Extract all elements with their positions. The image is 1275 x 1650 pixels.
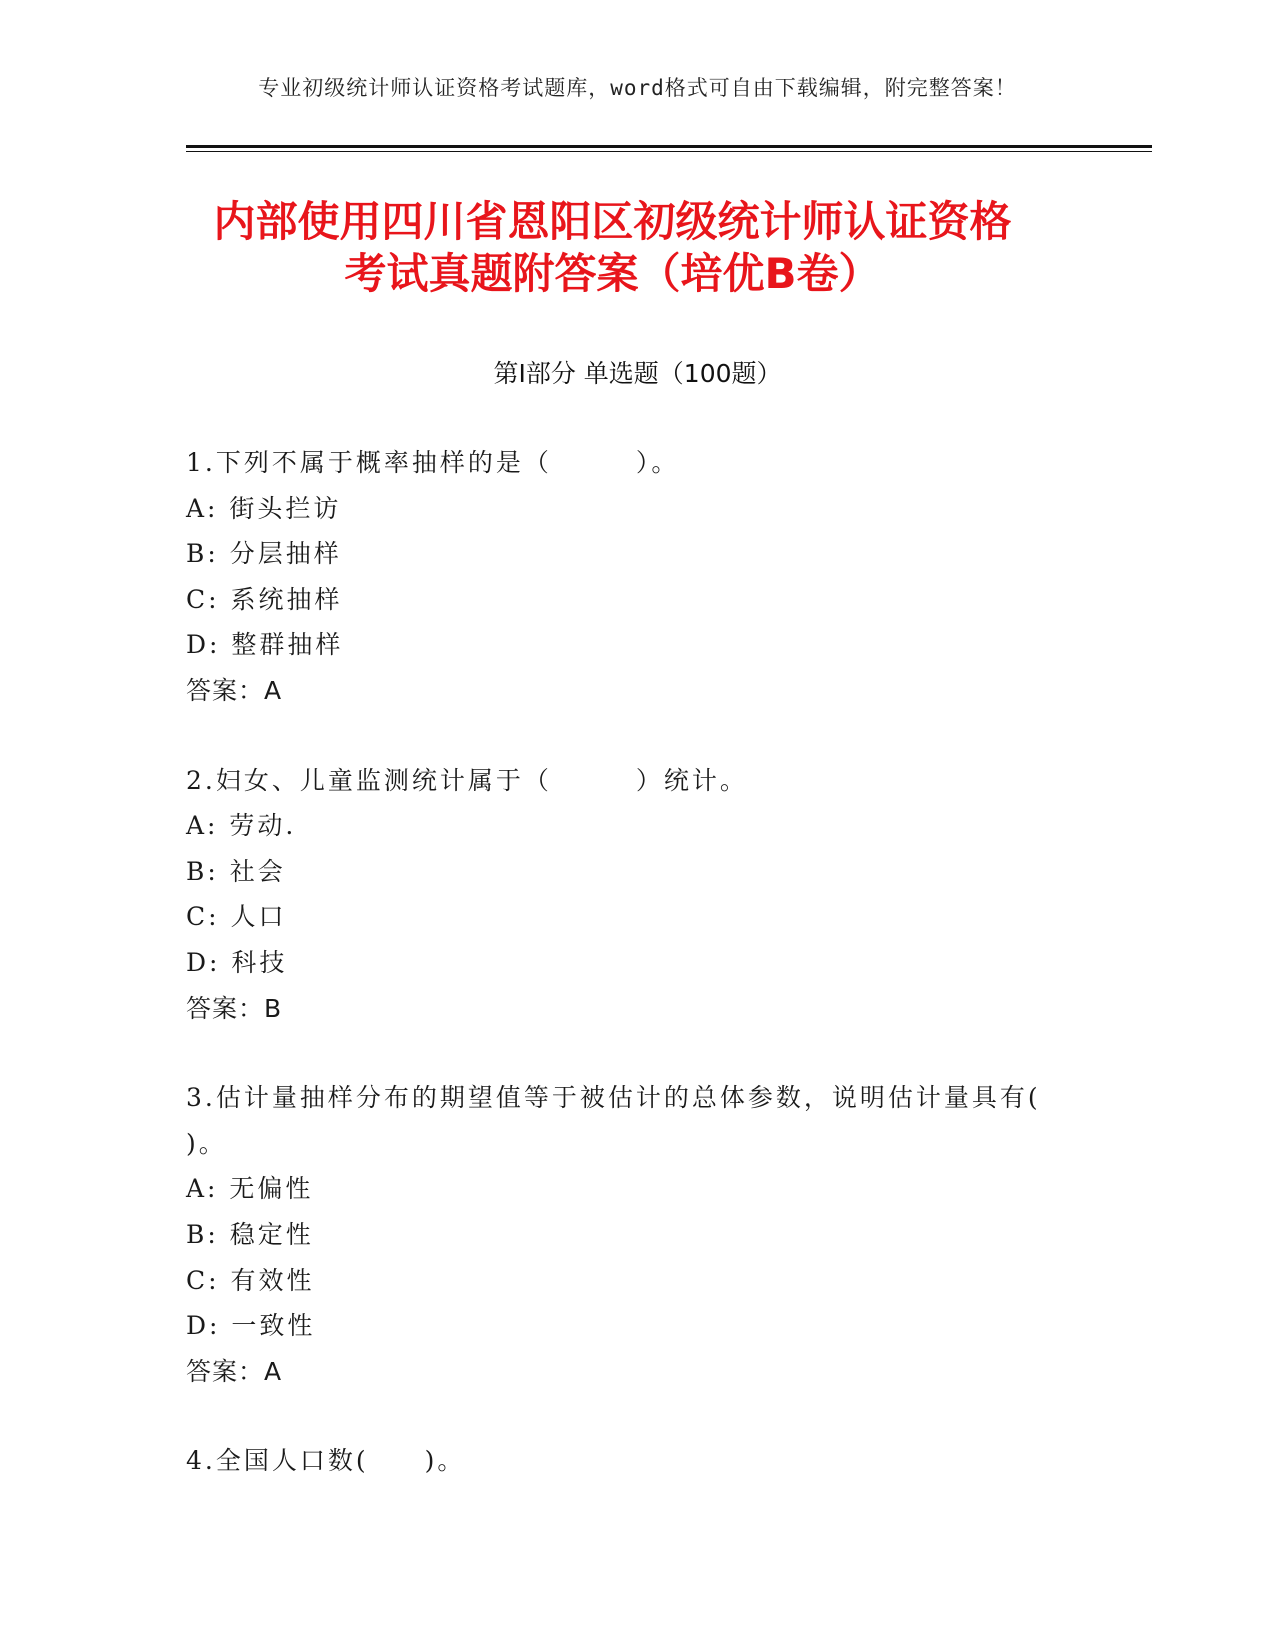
option-c: C: 有效性 xyxy=(186,1265,315,1295)
document-title-line-2: 考试真题附答案（培优B卷） xyxy=(344,249,881,298)
option-b: B: 社会 xyxy=(186,856,286,886)
option-a: A: 街头拦访 xyxy=(186,493,342,523)
header-rule-thick xyxy=(186,145,1152,148)
document-title xyxy=(150,196,1075,300)
question-list xyxy=(186,440,1086,1528)
question-3 xyxy=(186,1075,1086,1394)
answer: 答案：B xyxy=(186,993,283,1023)
option-d: D: 科技 xyxy=(186,947,288,977)
question-1 xyxy=(186,440,1086,714)
option-c: C: 系统抽样 xyxy=(186,584,343,614)
header-rule-thin xyxy=(186,151,1152,152)
option-b: B: 分层抽样 xyxy=(186,539,342,569)
question-2 xyxy=(186,758,1086,1032)
option-c: C: 人口 xyxy=(186,902,287,932)
question-stem: 1.下列不属于概率抽样的是（ ）。 xyxy=(186,448,680,477)
question-stem-line-2: )。 xyxy=(186,1128,227,1158)
section-title: 第Ⅰ部分 单选题（100题） xyxy=(493,359,782,388)
option-d: D: 整群抽样 xyxy=(186,630,344,660)
answer: 答案：A xyxy=(186,1356,283,1386)
question-stem-line-1: 3.估计量抽样分布的期望值等于被估计的总体参数，说明估计量具有( xyxy=(186,1083,1041,1113)
question-stem: 4.全国人口数( )。 xyxy=(186,1446,466,1476)
question-4 xyxy=(186,1438,1086,1484)
option-a: A: 劳动. xyxy=(186,811,297,841)
option-d: D: 一致性 xyxy=(186,1311,316,1341)
option-a: A: 无偏性 xyxy=(186,1174,314,1204)
answer: 答案：A xyxy=(186,675,283,705)
page-header: 专业初级统计师认证资格考试题库，word格式可自由下载编辑，附完整答案！ xyxy=(258,76,1017,100)
document-title-line-1: 内部使用四川省恩阳区初级统计师认证资格 xyxy=(213,197,1012,246)
option-b: B: 稳定性 xyxy=(186,1219,314,1249)
question-stem: 2.妇女、儿童监测统计属于（ ）统计。 xyxy=(186,765,748,795)
